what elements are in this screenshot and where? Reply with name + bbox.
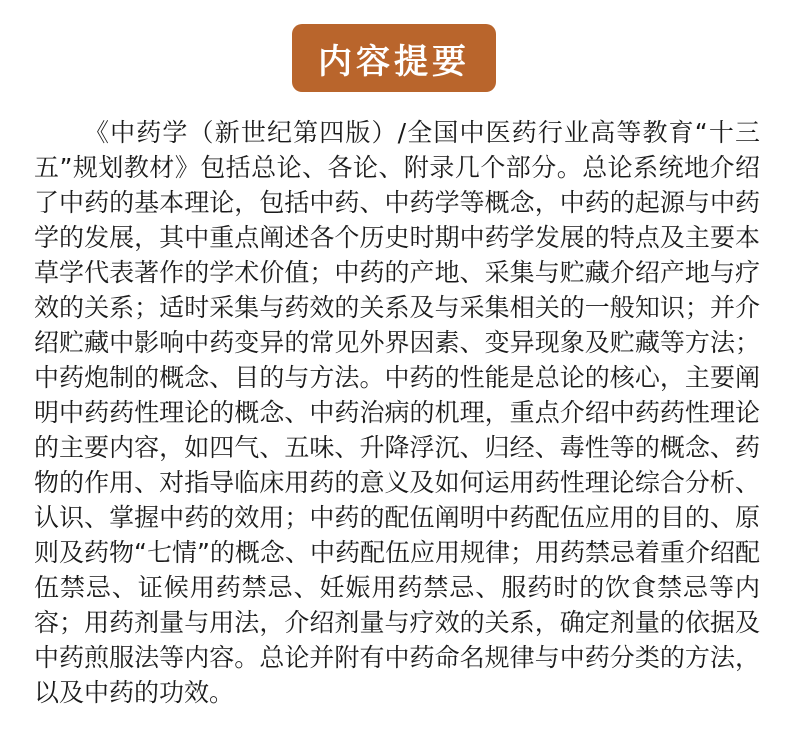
summary-paragraph: 《中药学（新世纪第四版）/全国中医药行业高等教育“十三五”规划教材》包括总论、各论、附录几个部分。总论系统地介绍了中药的基本理论，包括中药、中药学等概念，中药的起源与中药学的发展，其中重点阐述各个历史时期中药学发展的特点及主要本草学代表著作的学术价值；中药的产地、采集与贮藏介绍产地与疗效的关系；适时采集与药效的关系及与采集相关的一般知识；并介绍贮藏中影响中药变异的常见外界因素、变异现象及贮藏等方法；中药炮制的概念、目的与方法。中药的性能是总论的核心，主要阐明中药药性理论的概念、中药治病的机理，重点介绍中药药性理论的主要内容，如四气、五味、升降浮沉、归经、毒性等的概念、药物的作用、对指导临床用药的意义及如何运用药性理论综合分析、认识、掌握中药的效用；中药的配伍阐明中药配伍应用的目的、原则及药物“七情”的概念、中药配伍应用规律；用药禁忌着重介绍配伍禁忌、证候用药禁忌、妊娠用药禁忌、服药时的饮食禁忌等内容；用药剂量与用法，介绍剂量与疗效的关系，确定剂量的依据及中药煎服法等内容。总论并附有中药命名规律与中药分类的方法，以及中药的功效。	[34, 118, 760, 707]
section-title-badge	[292, 24, 496, 92]
section-title: 内容提要	[318, 41, 470, 82]
